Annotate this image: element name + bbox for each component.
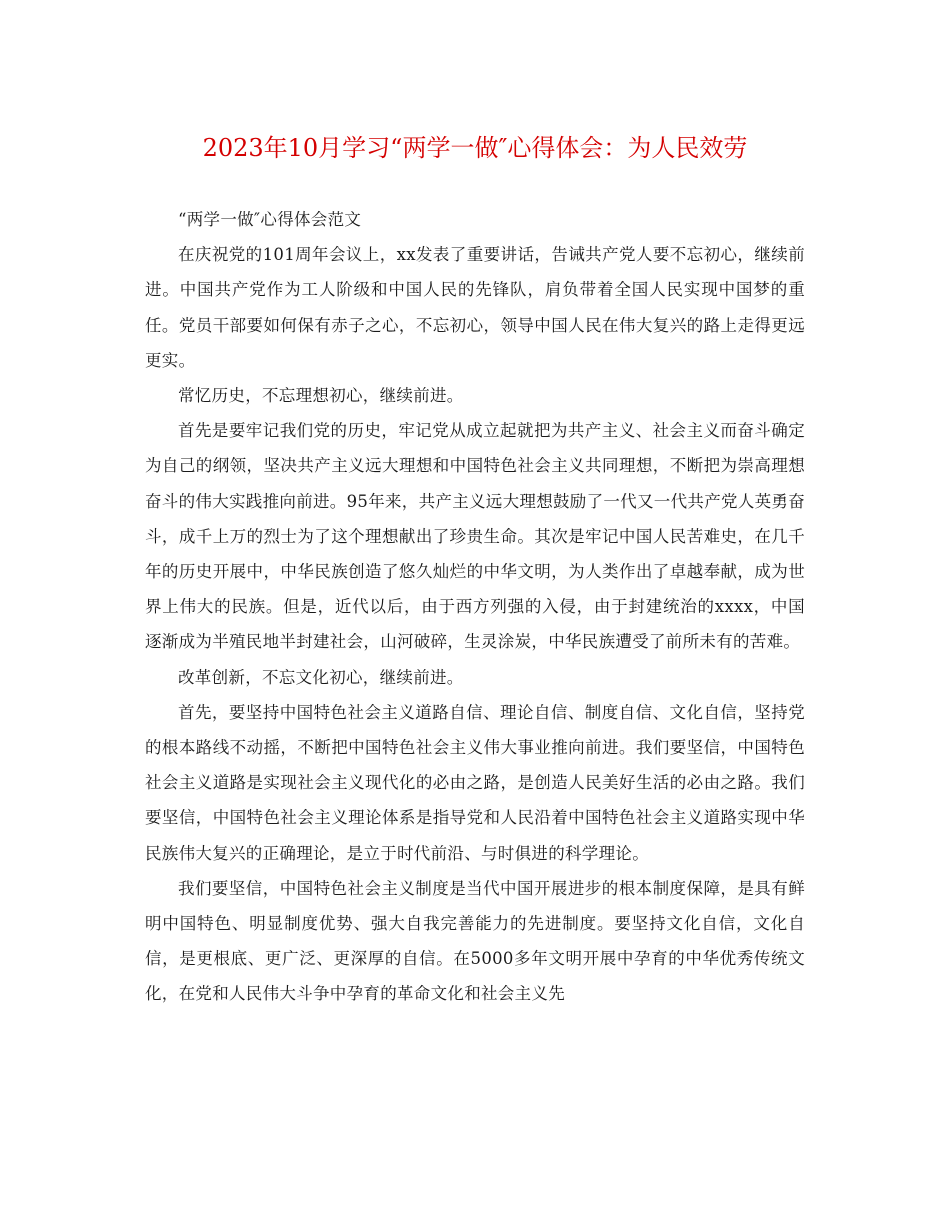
- section-heading: 改革创新，不忘文化初心，继续前进。: [178, 667, 464, 687]
- section-heading: 常忆历史，不忘理想初心，继续前进。: [178, 386, 464, 406]
- paragraph: 首先，要坚持中国特色社会主义道路自信、理论自信、制度自信、文化自信，坚持党的根本路线不动摇，不断把中国特色社会主义伟大事业推向前进。我们要坚信，中国特色社会主义道路是实现社会主义现代化的必由之路，是创造人民美好生活的必由之路。我们要坚信，中国特色社会主义理论体系是指导党和人民沿着中国特色社会主义道路实现中华民族伟大复兴的正确理论，是立于时代前沿、与时俱进的科学理论。: [145, 702, 805, 863]
- paragraph: 我们要坚信，中国特色社会主义制度是当代中国开展进步的根本制度保障，是具有鲜明中国特色、明显制度优势、强大自我完善能力的先进制度。要坚持文化自信，文化自信，是更根底、更广泛、更深厚的自信。在5000多年文明开展中孕育的中华优秀传统文化，在党和人民伟大斗争中孕育的革命文化和社会主义先: [145, 878, 805, 1004]
- paragraph: 首先是要牢记我们党的历史，牢记党从成立起就把为共产主义、社会主义而奋斗确定为自己的纲领，坚决共产主义远大理想和中国特色社会主义共同理想，不断把为崇高理想奋斗的伟大实践推向前进。95年来，共产主义远大理想鼓励了一代又一代共产党人英勇奋斗，成千上万的烈士为了这个理想献出了珍贵生命。其次是牢记中国人民苦难史，在几千年的历史开展中，中华民族创造了悠久灿烂的中华文明，为人类作出了卓越奉献，成为世界上伟大的民族。但是，近代以后，由于西方列强的入侵，由于封建统治的xxxx，中国逐渐成为半殖民地半封建社会，山河破碎，生灵涂炭，中华民族遭受了前所未有的苦难。: [145, 421, 805, 652]
- document-body: [145, 202, 805, 1012]
- paragraph: 在庆祝党的101周年会议上，xx发表了重要讲话，告诫共产党人要不忘初心，继续前进。中国共产党作为工人阶级和中国人民的先锋队，肩负带着全国人民实现中国梦的重任。党员干部要如何保有赤子之心，不忘初心，领导中国人民在伟大复兴的路上走得更远更实。: [145, 245, 805, 370]
- paragraph-heading-sample: “两学一做″心得体会范文: [178, 210, 362, 229]
- document-title: 2023年10月学习“两学一做″心得体会：为人民效劳: [202, 134, 748, 162]
